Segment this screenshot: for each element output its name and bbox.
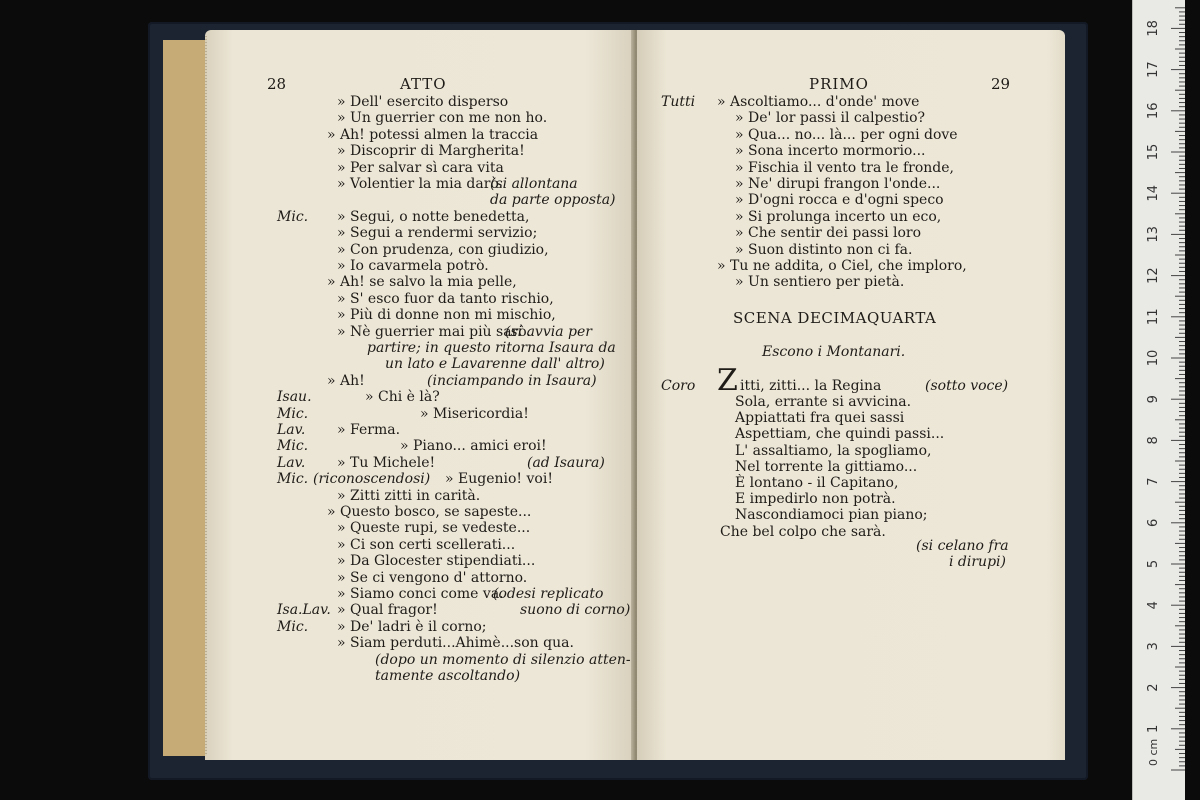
verse-line: » Ascoltiamo... d'onde' move [717,94,920,110]
ruler-label: 3 [1146,642,1161,651]
ruler-label: 5 [1146,559,1161,569]
ruler-label: 7 [1146,477,1161,486]
speaker-label: Lav. [277,422,306,438]
verse-line: » Segui, o notte benedetta, [337,208,530,225]
chorus-end-direction-2: i dirupi) [949,554,1006,570]
verse-line: » Zitti zitti in carità. [337,487,481,504]
speaker-label: Lav. [277,454,306,471]
verse-line: » Siamo conci come va. [337,586,504,602]
left-page-number: 28 [267,75,287,93]
verse-line: » Da Glocester stipendiati... [337,553,536,570]
left-page-header: ATTO [400,75,447,93]
verse-line: » Sona incerto mormorio... [735,143,926,160]
speaker-label: Isau. [277,389,312,406]
stage-direction: un lato e Lavarenne dall' altro) [385,356,605,373]
ruler-label: 11 [1146,308,1161,326]
stage-direction: tamente ascoltando) [375,668,521,684]
verse-line: » Un sentiero per pietà. [735,274,905,291]
right-page-number: 29 [991,75,1011,93]
ruler-label: 6 [1146,518,1161,527]
chorus-line: Nel torrente la gittiamo... [735,458,918,475]
measuring-ruler [1132,0,1185,800]
speaker-label: Mic. [277,405,309,422]
verse-line: » Discoprir di Margherita! [337,143,525,160]
verse-line: » Io cavarmela potrò. [337,258,489,274]
verse-line: » Chi è là? [365,389,440,406]
chorus-end-direction-1: (si celano fra [916,538,1009,554]
verse-line: » Ah! [327,372,365,389]
scene-subtitle: Escono i Montanari. [762,344,906,360]
verse-line: » Ci son certi scellerati... [337,536,516,553]
chorus-line: L' assaltiamo, la spogliamo, [735,442,932,459]
verse-line: » Tu Michele! [337,454,436,471]
ruler-label: 14 [1146,184,1161,202]
speaker-label: Isa.Lav. [277,602,331,619]
ruler-label: 15 [1146,143,1161,161]
chorus-line: Sola, errante si avvicina. [735,394,912,410]
scene-title: SCENA DECIMAQUARTA [733,309,937,327]
ruler-label: 18 [1146,20,1161,37]
ruler-label: 2 [1146,683,1161,692]
verse-line: » Queste rupi, se vedeste... [337,520,531,537]
verse-line: » Ferma. [337,422,401,438]
left-page [205,30,635,760]
page-edges [205,36,207,756]
speaker-label: Mic. [277,618,309,635]
verse-line: » De' ladri è il corno; [337,618,487,635]
chorus-line: Aspettiam, che quindi passi... [735,426,945,443]
verse-line: » Fischia il vento tra le fronde, [735,159,954,176]
ruler-scale [1133,0,1185,800]
stage-direction: (si avvia per [505,323,592,340]
verse-line: » Siam perduti...Ahimè...son qua. [337,635,574,652]
chorus-speaker: Coro [661,378,696,394]
ruler-label: 9 [1146,395,1161,404]
ruler-label: 4 [1146,601,1161,610]
verse-line: » Suon distinto non ci fa. [735,241,913,258]
ruler-label: 8 [1146,436,1161,445]
verse-line: » Ah! se salvo la mia pelle, [327,274,517,291]
verse-line: » Questo bosco, se sapeste... [327,504,532,520]
verse-line: » Per salvar sì cara vita [337,159,504,176]
verse-line: » Più di donne non mi mischio, [337,307,556,324]
verse-line: » Un guerrier con me non ho. [337,110,548,127]
verse-line: » Volentier la mia darò. [337,176,504,192]
chorus-line: E impedirlo non potrà. [735,491,896,508]
verse-line: » Ah! potessi almen la traccia [327,126,539,143]
verse-line: » De' lor passi il calpestio? [735,110,926,127]
chorus-line: È lontano - il Capitano, [735,475,899,491]
chorus-first-line: itti, zitti... la Regina [740,378,882,394]
chorus-line: Nascondiamoci pian piano; [735,507,928,524]
speaker-label: Mic. [277,438,309,455]
ruler-label: 12 [1146,267,1161,284]
drop-cap: Z [717,363,738,398]
verse-line: » Piano... amici eroi! [400,438,547,455]
verse-line: » Si prolunga incerto un eco, [735,208,942,225]
verse-line: » Tu ne addita, o Ciel, che imploro, [717,258,967,274]
stage-direction: da parte opposta) [490,192,616,209]
speaker-label: Mic. [277,208,309,225]
chorus-line: Appiattati fra quei sassi [735,410,905,427]
verse-line: » Ne' dirupi frangon l'onde... [735,176,941,192]
chorus-direction: (sotto voce) [925,378,1009,394]
ruler-label: 16 [1146,102,1161,120]
verse-line: » Che sentir dei passi loro [735,225,922,242]
right-page [637,30,1065,760]
stage-direction: partire; in questo ritorna Isaura da [367,340,616,356]
chorus-line: Che bel colpo che sarà. [720,523,886,540]
verse-line: » S' esco fuor da tanto rischio, [337,290,554,307]
stage-direction: suono di corno) [520,602,631,619]
verse-line: » Qua... no... là... per ogni dove [735,126,958,143]
verse-line: » Nè guerrier mai più sarò. [337,323,531,340]
stage-direction: (odesi replicato [493,586,604,602]
stage-direction: (dopo un momento di silenzio atten- [375,651,631,668]
ruler-label: 10 [1146,349,1161,367]
verse-line: » Qual fragor! [337,602,438,619]
ruler-unit-label: 0 cm [1147,738,1160,766]
ruler-label: 1 [1146,724,1161,733]
right-page-header: PRIMO [809,75,869,93]
verse-line: » Se ci vengono d' attorno. [337,569,528,586]
verse-line: » Segui a rendermi servizio; [337,225,538,242]
verse-line: » Misericordia! [420,405,529,422]
verse-line: » D'ogni rocca e d'ogni speco [735,192,944,209]
verse-line: » Con prudenza, con giudizio, [337,241,549,258]
verse-line: » Eugenio! voi! [445,471,553,488]
speaker-label: Tutti [661,94,696,110]
ruler-label: 13 [1146,226,1161,243]
stage-direction: (inciampando in Isaura) [427,372,597,389]
stage-direction: (si allontana [490,176,578,192]
speaker-label: Mic. [277,471,309,488]
ruler-label: 17 [1146,61,1161,78]
stage-direction: (ad Isaura) [527,454,605,471]
verse-line: » Dell' esercito disperso [337,94,509,110]
book-spread [205,30,1065,760]
verse-line: (riconoscendosi) [313,471,431,488]
